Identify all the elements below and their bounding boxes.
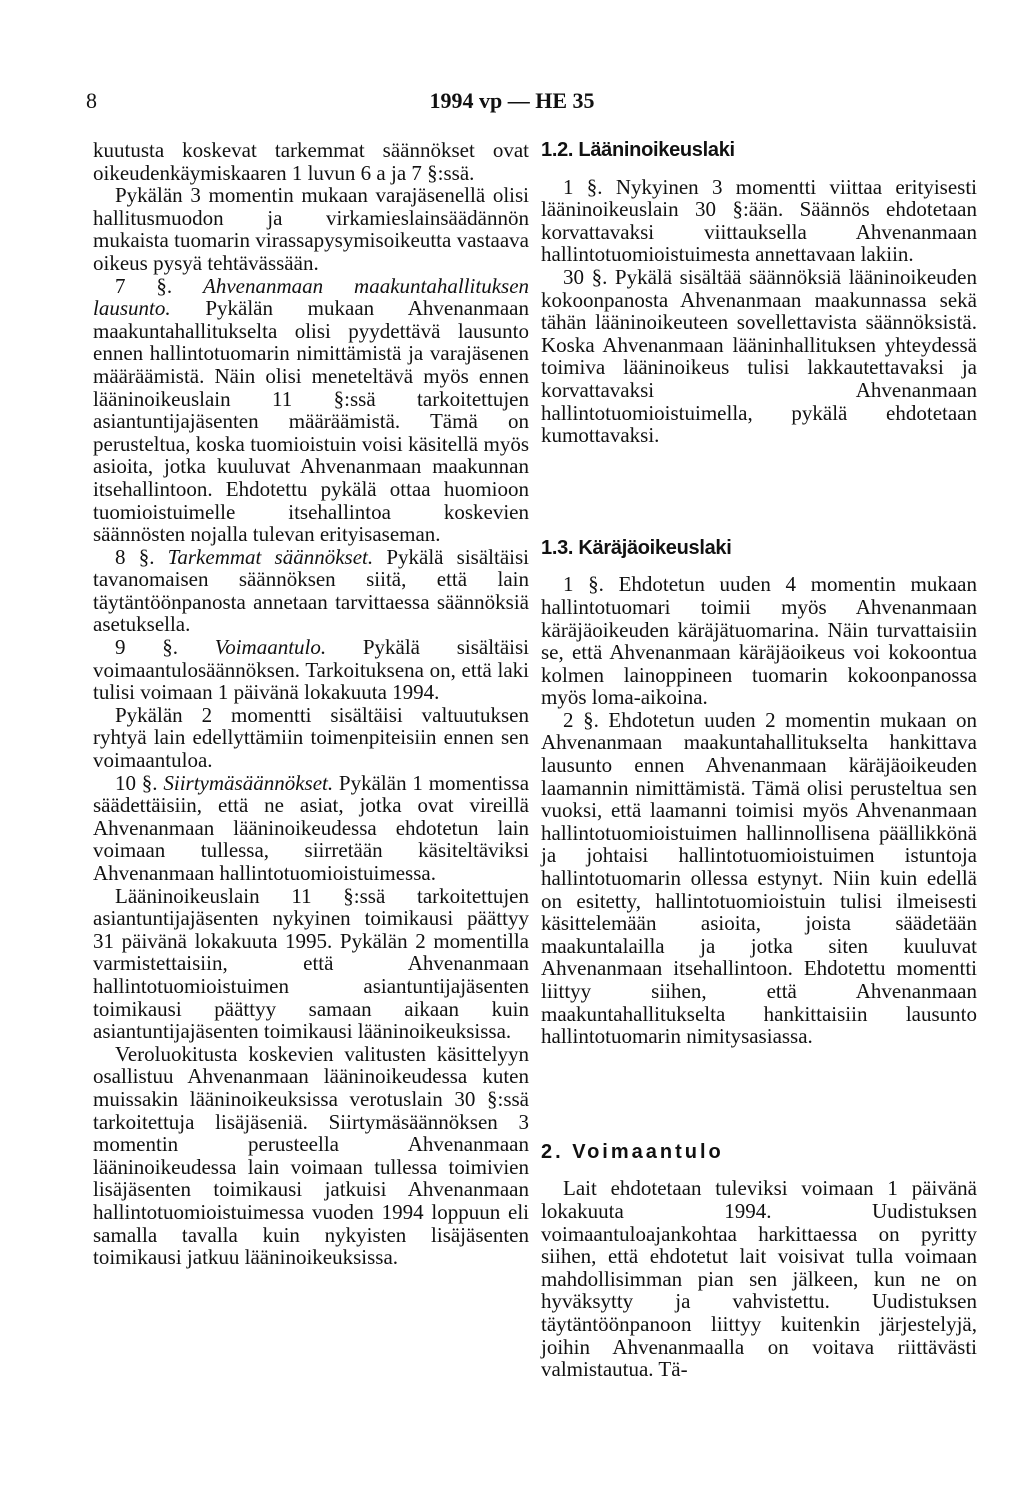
section-8-paragraph: [93, 546, 529, 636]
page-header: [0, 88, 1024, 118]
section-number: 10 §.: [115, 770, 158, 795]
section-title: Ahvenanmaan maakuntahallituksen lausunto.: [93, 273, 530, 321]
paragraph: Lääninoikeuslain 11 §:ssä tarkoitettujen asiantuntijajäsenten nykyinen toimikausi päättyy 31 päivänä lokakuuta 1995. Pykälän 2 momentilla varmistettaisiin, että Ahvenanmaan hallintotuomioistuimen asiantuntijajäsenten toimikausi päättyy samaan aikaan kuin asiantuntijajäsenten toimikausi lääninoikeuksissa.: [93, 883, 529, 1044]
section-10-paragraph: [93, 772, 529, 885]
section-heading-1-2: 1.2. Lääninoikeuslaki: [541, 139, 735, 161]
paragraph: Veroluokitusta koskevien valitusten käsittelyyn osallistuu Ahvenanmaan lääninoikeudessa kuten muissakin lääninoikeuksissa verotuslain 30 §:ssä tarkoitettuja lisäjäseniä. Siirtymäsäännöksen 3 momentin perusteella Ahvenanmaan lääninoikeudessa lain voimaan tullessa toimivien lisäjäsenten toimikausi jatkuisi Ahvenanmaan hallintotuomioistuimessa vuoden 1994 loppuun eli samalla tavalla kuin nykyisten lisäjäsenten toimikausi jatkuu lääninoikeuksissa.: [93, 1041, 529, 1270]
spacer: [541, 447, 977, 537]
spacer: [541, 559, 977, 573]
section-title: Tarkemmat säännökset.: [167, 544, 374, 569]
spacer: [541, 1163, 977, 1177]
section-9-paragraph: [93, 636, 529, 704]
spacer: [541, 1048, 977, 1141]
paragraph: kuutusta koskevat tarkemmat säännökset ovat oikeudenkäymiskaaren 1 luvun 6 a ja 7 §:ssä.: [93, 138, 529, 185]
paragraph: 1 §. Ehdotetun uuden 4 momentin mukaan hallintotuomari toimii myös Ahvenanmaan käräjäoikeuden käräjätuomarina. Näin turvattaisiin se, että Ahvenanmaan käräjäoikeus voi kokoontua kolmen lainoppineen tuomarin kokoonpanossa myös loma-aikoina.: [541, 572, 977, 710]
section-title: Siirtymäsäännökset.: [163, 770, 334, 795]
section-number: 7 §.: [115, 273, 173, 298]
paragraph: Pykälän 3 momentin mukaan varajäsenellä olisi hallitusmuodon ja virkamieslainsäädännön mukaista tuomarin virassapysymisoikeutta vastaava oikeus pysyä tehtävässään.: [93, 183, 529, 275]
paragraph: Pykälän 2 momentti sisältäisi valtuutuksen ryhtyä lain edellyttämiin toimenpiteisiin ennen sen voimaantuloa.: [93, 702, 529, 773]
section-title: Voimaantulo.: [214, 635, 327, 660]
paragraph: 2 §. Ehdotetun uuden 2 momentin mukaan on Ahvenanmaan maakuntahallitukselta hankittava lausunto ennen Ahvenanmaan käräjäoikeuden laamannin nimittämistä. Tämä olisi perusteltua sen vuoksi, että laamanni toimisi myös Ahvenanmaan hallintotuomioistuimen hallinnollisena päällikkönä ja johtaisi hallintotuomioistuimen istuntoja hallintotuomarin ollessa estynyt. Niin kuin edellä on esitetty, hallintotuomioistuin tulisi ilmeisesti käsittelemään asioita, joista säädetään maakuntalailla ja jotka siten kuuluvat Ahvenanmaan itsehallintoon. Ehdotettu momentti liittyy siihen, että Ahvenanmaan maakuntahallitukselta hankittaisiin lausunto hallintotuomarin nimitysasiassa.: [541, 707, 977, 1049]
section-7-paragraph: [93, 275, 529, 546]
section-text: Pykälä sisältäisi voimaantulosäännöksen. Tarkoituksena on, että laki tulisi voimaan 1 päivänä lokakuuta 1994.: [93, 635, 530, 705]
section-number: 8 §.: [115, 544, 155, 569]
section-text: Pykälän mukaan Ahvenanmaan maakuntahallitukselta olisi pyydettävä lausunto ennen hallintotuomarin nimittämistä ja varajäsenen määräämistä. Näin olisi meneteltävä myös ennen lääninoikeuslain 11 §:ssä tarkoitettujen asiantuntijajäsenten määräämistä. Tämä on perusteltua, koska tuomioistuin voisi käsitellä myös asioita, jotka kuuluvat Ahvenanmaan maakunnan itsehallintoon. Ehdotettu pykälä ottaa huomioon tuomioistuimelle itsehallintoa koskevien säännösten nojalla tulevan erityisaseman.: [93, 296, 529, 547]
section-heading-2: 2. Voimaantulo: [541, 1140, 724, 1163]
section-text: Pykälä sisältäisi tavanomaisen säännöksen siitä, että lain täytäntöönpanosta annetaan tarvittaessa säännöksiä asetuksella.: [93, 544, 529, 637]
paragraph: Lait ehdotetaan tuleviksi voimaan 1 päivänä lokakuuta 1994. Uudistuksen voimaantuloajankohtaa harkittaessa on pyritty siihen, että ehdotetut lait voisivat tulla voimaan mahdollisimman pian sen jälkeen, kun ne on hyväksytty ja vahvistettu. Uudistuksen täytäntöönpanoon liittyy kuitenkin järjestelyjä, joihin Ahvenanmaalla on voitava riittävästi valmistautua. Tä-: [541, 1176, 977, 1382]
page-number: 8: [86, 88, 97, 113]
spacer: [541, 162, 977, 176]
section-text: Pykälän 1 momentissa säädettäisiin, että ne asiat, jotka ovat vireillä Ahvenanmaan lääninoikeudessa ehdotetun lain voimaan tullessa, siirretään käsiteltäviksi Ahvenanmaan hallintotuomioistuimessa.: [93, 770, 530, 885]
right-column: [541, 139, 977, 1381]
running-head: 1994 vp — HE 35: [429, 88, 595, 113]
section-number: 9 §.: [115, 635, 178, 660]
left-column: [93, 139, 529, 1269]
paragraph: 30 §. Pykälä sisältää säännöksiä lääninoikeuden kokoonpanosta Ahvenanmaan maakunnassa sekä tähän lääninoikeuteen sovellettavista säännöksistä. Koska Ahvenanmaan lääninhallituksen yhteydessä toimiva lääninoikeus tulisi lakkautettavaksi ja korvattavaksi Ahvenanmaan hallintotuomioistuimella, pykälä ehdotetaan kumottavaksi.: [541, 264, 977, 448]
paragraph: 1 §. Nykyinen 3 momentti viittaa erityisesti lääninoikeuslain 30 §:ään. Säännös ehdotetaan korvattavaksi viittauksella Ahvenanmaan hallintotuomioistuimesta annettavaan lakiin.: [541, 174, 977, 267]
section-heading-1-3: 1.3. Käräjäoikeuslaki: [541, 536, 732, 559]
